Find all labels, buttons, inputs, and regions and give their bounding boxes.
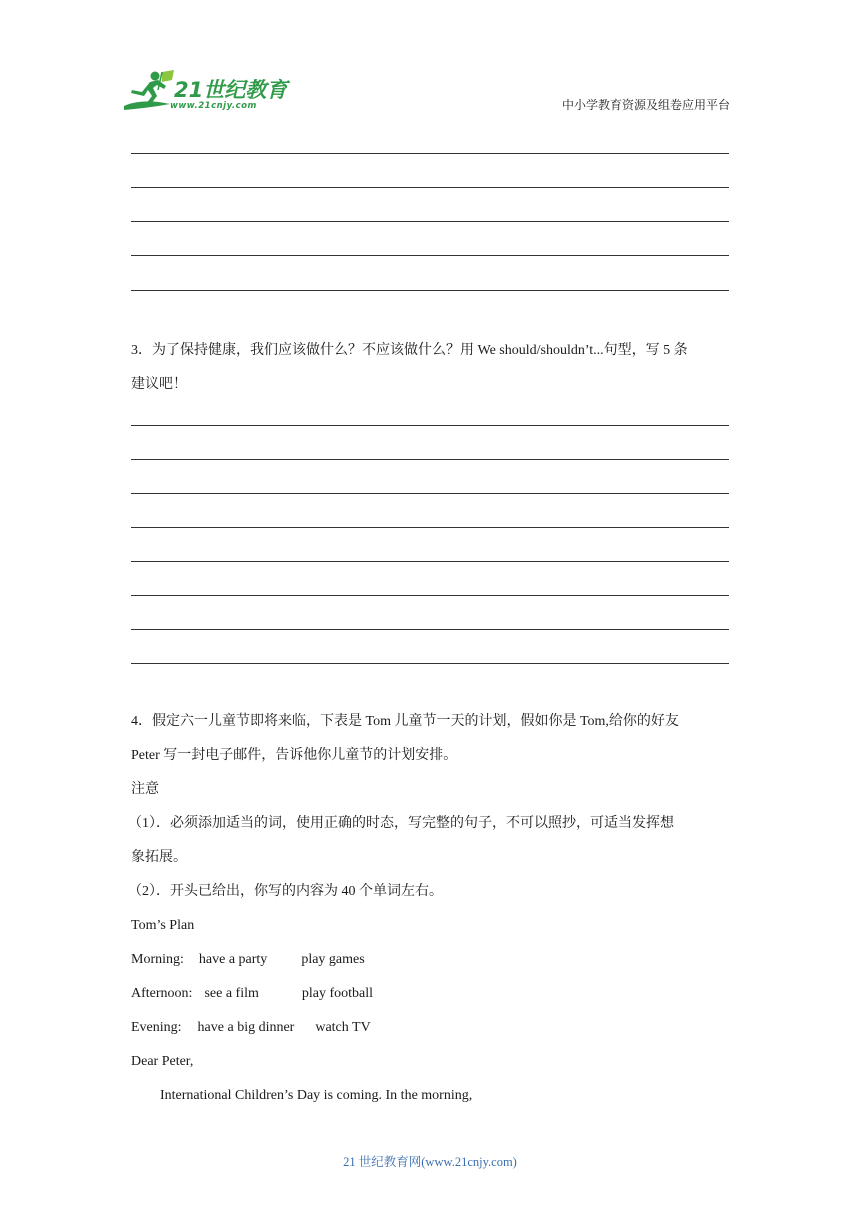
answer-line[interactable] — [131, 527, 729, 528]
logo-text: 21世纪教育 — [174, 78, 288, 102]
plan-row-morning — [131, 950, 365, 970]
answer-line[interactable] — [131, 187, 729, 188]
answer-line[interactable] — [131, 153, 729, 154]
letter-greeting: Dear Peter, — [131, 1054, 194, 1069]
question-4-line-1: 4．假定六一儿童节即将来临，下表是 Tom 儿童节一天的计划，假如你是 Tom,给你的好友 — [131, 714, 679, 729]
plan-row-evening — [131, 1018, 371, 1038]
answer-line[interactable] — [131, 595, 729, 596]
question-3-line-1: 3．为了保持健康，我们应该做什么？不应该做什么？用 We should/shouldn’t...句型，写 5 条 — [131, 343, 688, 358]
plan-activity: have a party — [198, 952, 268, 967]
answer-line[interactable] — [131, 290, 729, 291]
requirement-2: （2）．开头已给出，你写的内容为 40 个单词左右。 — [128, 884, 443, 899]
requirement-1-line-1: （1）．必须添加适当的词，使用正确的时态，写完整的句子，不可以照抄，可适当发挥想 — [128, 816, 674, 831]
plan-label: Evening: — [131, 1020, 182, 1035]
plan-activity: see a film — [204, 986, 259, 1001]
plan-activity: play football — [301, 986, 374, 1001]
answer-line[interactable] — [131, 221, 729, 222]
letter-opening: International Children’s Day is coming. In the morning, — [160, 1088, 473, 1103]
question-3-line-2: 建议吧！ — [131, 377, 187, 392]
page-footer: 21 世纪教育网(www.21cnjy.com) — [343, 1155, 517, 1169]
answer-line[interactable] — [131, 425, 729, 426]
plan-activity: have a big dinner — [197, 1020, 295, 1035]
logo-url: www.21cnjy.com — [170, 101, 257, 111]
platform-name: 中小学教育资源及组卷应用平台 — [561, 98, 730, 112]
answer-line[interactable] — [131, 629, 729, 630]
site-logo — [122, 68, 292, 116]
plan-label: Afternoon: — [131, 986, 193, 1001]
answer-line[interactable] — [131, 459, 729, 460]
answer-line[interactable] — [131, 561, 729, 562]
question-4-line-2: Peter 写一封电子邮件，告诉他你儿童节的计划安排。 — [131, 748, 458, 763]
plan-label: Morning: — [131, 952, 184, 967]
plan-activity: play games — [301, 952, 365, 967]
answer-line[interactable] — [131, 663, 729, 664]
answer-line[interactable] — [131, 493, 729, 494]
plan-row-afternoon — [131, 984, 373, 1004]
plan-title: Tom’s Plan — [131, 918, 195, 933]
plan-activity: watch TV — [315, 1020, 371, 1035]
note-heading: 注意 — [131, 782, 159, 797]
requirement-1-line-2: 象拓展。 — [131, 850, 187, 865]
answer-line[interactable] — [131, 255, 729, 256]
